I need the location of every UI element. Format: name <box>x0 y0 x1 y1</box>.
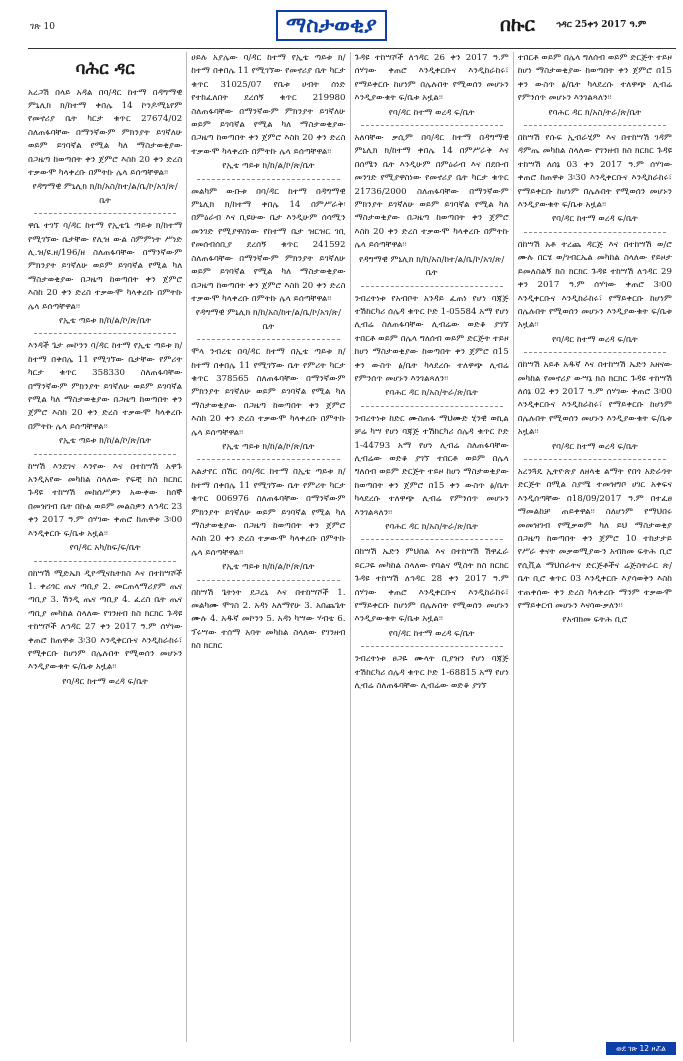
notice-divider <box>524 352 666 353</box>
notice-issuer: የኢቴ ጣይቱ ክ/ከ/ል/ኮ/ጽ/ቤት <box>58 316 152 327</box>
notice-text: ንብረትነቱ ከድር ሙስጠፋ ማህሙድ ሂንዊ ወኪል ቻሬ ካሣ የሆነ ባጃጅ ተሽከርካሪ ሰሌዳ ቁጥር ኮድ 1-44793 አማ የሆነ ሊብሬ ስለጠፋባቸው ሊብሬው ወድቆ ያገኘ ተበርቶ ወይም በሌላ ግለሰብ ወይም ድርጅት ተይዞ ከሆነ ማስታወቂያው ከወጣበት ቀን ጀምሮ በ15 ቀን ውስጥ ፅ/ቤት ካላደረሱ ተለዋጭ ሊብሬ የምንሰጥ መሆኑን እንገልጻለን፡፡ <box>354 413 509 518</box>
notice-issuer: የኢቴ ጣይቱ ክ/ከ/ል/ኮ/ጽ/ቤት <box>222 441 315 452</box>
notice-text: እንዳች ጌታ መኮንን ባ/ዳር ከተማ የኢቴ ጣይቱ ክ/ከተማ በቀበሌ 11 የሚገኘው ቤታቸው የምሪት ካርታ ቁጥር 358330 ስለጠፋባቸው በማንኛውም ምክንያት ይገኛለሁ ወይም ይገባኛል የሚል ካለ ማስታወቂያው በጋዜጣ ከወጣበት ቀን ጀምሮ እስከ 20 ቀን ድረስ ተቃውሞ ካላቀረቡ በምትኩ ሌላ ይሰጣቸዋል፡፡ <box>28 341 183 432</box>
notice-text: በከሣሽ የሱፍ ኢብራሂም እና በተከሣሽ ገዳም ዳምጤ መካከል ስላለው የገንዘብ ክስ ክርክር ጉዳዩ ተከሣሽ ለሰኔ 03 ቀን 2017 ዓ.ም ሰሃገው ቀጠሮ ከጠዋቱ 3፡30 እንዲቀርቡና እንዲከራከሩ፣ የማይቀርቡ ከሆነም በሌሉበት የሚወሰን መሆኑን እንዲያውቁት ፍ/ቤቱ አዟል፡፡ <box>517 133 672 211</box>
notice-issuer: የባ/ዳር ከተማ ወረዳ ፍ/ቤት <box>388 628 475 639</box>
notice-issuer: የባ/ዳር ከተማ ወረዳ ፍ/ቤት <box>551 214 638 225</box>
notice-divider <box>34 454 176 455</box>
notice-issuer: የኢቴ ጣይቱ ክ/ከ/ል/ኮ/ጽ/ቤት <box>222 562 315 573</box>
notice-divider <box>197 459 339 460</box>
header-rule <box>28 48 676 49</box>
notice-text: ንብረትነቱ ፀጋዬ ሙላት ቢያዝን የሆነ ባጃጅ ተሽከርካሪ ሰሌዳ ቁጥር ኮድ 1-68815 አማ የሆነ ሊብሬ ስለጠፋባቸው ሊብሬው ወድቆ ያገኘ <box>354 654 509 692</box>
notice-text: አረንጓዴ ኢትዮጵያ ለዘላቂ ልማት የበጎ አድራጎት ድርጅት በሚል ስያሜ ተመዝግቦ ሀገር አቀፍና እንዲሰጣቸው በ18/09/2017 ዓ.ም በተፈፀ ማመልከቻ ጠይቀዋል፡፡ ስለሆነም የማህበሩ መመዝገብ የሚቃወም ካለ ይህ ማስታወቂያ በጋዜጣ ከወጣበት ቀን ጀምሮ 10 ተከታታይ የሥራ ቀናት መቃወሚያውን አብክመ ፍትሕ ቢሮ የሲቪል ማህበራትና ድርጅቶችና ሬጅስትራር ጽ/ቤት ቢሮ ቁጥር 03 እንዲቀርቡ እያሳወቅን እስከ ተጠቀሰው ቀን ድረስ ካላቀረቡ ማንም ተቃውሞ የማይቀርብ መሆኑን እናሳውቃለን፡፡ <box>517 466 672 612</box>
notice-divider <box>34 213 176 214</box>
notice-text: ከሣሽ እንደገና እንየው እና በተከሣሽ አዋጉ አንዲአየው መካከል ስላለው የፍቺ ክስ ክርክር ጉዳዩ ተከሣሽ መከሰሥዎን አውቀው ከሰኞ በመዝገብ ቤት በኩል ወይም መልስዎን ለኅዳር 23 ቀን 2017 ዓ.ም ሰሃገው ቀጠሮ ከጠዋቱ 3፡00 እንዲቀርቡ ፍ/ቤቱ አዟል፡፡ <box>28 461 183 539</box>
notice-text: መልካም ውቡቱ በባ/ዳር ከተማ በዳግማዊ ምኒሊክ ክ/ከተማ ቀበሌ 14 በምሥራቅ፡ በምዕራብ እና ቢዩሁው ቤታ እንዲሁም ሰሳሚን መንገድ የሚያዋስነው የከተማ ቤታ ዝርዝር ገቢ የመሰብሰቢያ ደረሰኝ ቁጥር 241592 ስለጠፋባቸው በማንኛውም ምክንያት ይገኛለሁ ወይም ይገባኛል የሚል ካለ ማስታወቂያው በጋዜጣ ከወጣበት ቀን ጀምሮ እስከ 20 ቀን ድረስ ተቃውሞ ካላቀረቡ በምትኩ ሌላ ይሰጣቸዋል፡፡ <box>191 186 346 304</box>
notice-issuer: የባሕር ዳር ክ/አስ/ትራ/ጽ/ቤት <box>385 522 479 532</box>
notice-divider <box>524 125 666 126</box>
notice-divider <box>197 339 339 340</box>
notice-issuer: የባ/ዳር ከተማ ወረዳ ፍ/ቤት <box>551 441 638 452</box>
notice-text: ሞላ ንብረቴ በባ/ዳር ከተማ በኢቴ ጣይቱ ክ/ከተማ በቀበሌ 11 የሚገኘው ቤት የምሪት ካርታ ቁጥር 378565 ስለጠፋባቸው በማንኛውም ምክንያት ይገኛለሁ ወይም ይገባኛል የሚል ካለ ማስታወቂያው በጋዜጣ ከወጣበት ቀን ጀምሮ እስከ 20 ቀን ድረስ ተቃውሞ ካላቀረቡ በምትኩ ሌላ ይሰጣቸዋል፡፡ <box>191 347 346 438</box>
notice-text: አለባቸው ቃሲም በባ/ዳር ከተማ በዳግማዊ ምኒሊክ ክ/ከተማ ቀበሌ 14 በምሥራቅ እና በሰሜን ቤት እንዲሁም በምዕራብ እና በደቡብ መንገድ የሚያዋስነው የመኖሪያ ቤት ካርታ ቁጥር 21736/2000 ስለጠፋባቸው በማንኛውም ምክንያት ይገኛለሁ ወይም ይገባኛል የሚል ካለ ማስታወቂያው በጋዜጣ ከወጣበት ቀን ጀምሮ እስከ 20 ቀን ድረስ ተቃውሞ ካላቀረቡ በምትኩ ሌላ ይሰጣቸዋል፡፡ <box>354 133 509 251</box>
notice-issuer: የኢቴ ጣይቱ ክ/ከ/ል/ኮ/ጽ/ቤት <box>222 161 315 172</box>
notice-divider <box>524 232 666 233</box>
notice-text: ተበርቶ ወይም በሌላ ግለሰብ ወይም ድርጅት ተይዞ ከሆነ ማስታወቂያው ከወጣበት ቀን ጀምሮ በ15 ቀን ውስጥ ፅ/ቤት ካላደረሱ ተለዋጭ ሊብሬ የምንሰጥ መሆኑን እንገልጻለን፡፡ <box>517 53 672 104</box>
notice-text: በከሣሽ አይቶ አዱኛ እና በተከሣሽ ኤድን አዘናው መካከል የመኖሪያ ውሣኔ ክስ ክርክር ጉዳዩ ተከሣሽ ለሰኔ 02 ቀን 2017 ዓ.ም ሰሃገው ቀጠሮ 3፡00 እንዲቀርቡና እንዲከራከሩ፣ የማይቀርቡ ከሆነም በሌሉበት የሚወሰን መሆኑን እንዲያውቁት ፍ/ቤቱ አዟል፡፡ <box>517 360 672 438</box>
notice-issuer: የባ/ዳር ከተማ ወረዳ ፍ/ቤት <box>388 107 475 118</box>
notice-issuer: የዳግማዊ ምኒሊክ ክ/ከ/አስ/ከተ/ል/ቤ/ኮ/አገ/ጽ/ቤት <box>32 182 178 206</box>
notice-text: በከሣሽ አቶ ተረጨ ዳርጅ እና በተከሣሽ ወ/ሮ ሙሉ በርሄ ወ/ገብርኤል መካከል ስላለው የይዞታ ይመለስልኝ ክስ ክርክር ጉዳዩ ተከሣሽ ለኅዳር 29 ቀን 2017 ዓ.ም ሰሃገው ቀጠሮ 3፡00 እንዲቀርቡና እንዲከራከሩ፣ የማይቀርቡ ከሆነም በሌሉበት የሚወሰን መሆኑን እንዲያውቁት ፍ/ቤቱ አዟል፡፡ <box>517 239 672 331</box>
notice-divider <box>197 580 339 581</box>
newspaper-name: በኩር <box>500 14 535 36</box>
notice-divider <box>524 459 666 460</box>
notice-issuer: የኢቴ ጣይቱ ክ/ከ/ል/ኮ/ጽ/ቤት <box>58 436 152 447</box>
notice-issuer: የባሕር ዳር ክ/አስ/ትራ/ጽ/ቤት <box>548 107 642 118</box>
notice-text: ጉዳዩ ተከሣሾች ለኅዳር 26 ቀን 2017 ዓ.ም ሰሃገው ቀጠሮ እንዲቀርቡና እንዲከራከሩ፣ የማይቀርቡ ከሆነም በሌሉበት የሚወሰን መሆኑን እንዲያውቁት ፍ/ቤቱ አዟል፡፡ <box>354 53 509 104</box>
section-title: ባሕር ዳር <box>75 59 135 79</box>
column-1 <box>28 52 187 1042</box>
notice-text: አረጋሽ በላይ አዳል በባ/ዳር ከተማ በዳግማዊ ምኒሊክ ክ/ከተማ ቀበሌ 14 ኮንዶሚኒየም የመኖሪያ ቤት ካርታ ቁጥር 27674/02 ስለጠፋባቸው በማንኛውም ምክንያት ይገኛለሁ ወይም ይገባኛል የሚል ካለ ማስታወቂያው በጋዜጣ ከወጣበት ቀን ጀምሮ እስከ 20 ቀን ድረስ ተቃውሞ ካላቀረቡ በምትኩ ሌላ ይሰጣቸዋል፡፡ <box>28 87 183 178</box>
notice-text: አልታየር በሽር በባ/ዳር ከተማ በኢቴ ጣይቱ ክ/ከተማ በቀበሌ 11 የሚገኘው ቤት የምሪት ካርታ ቁጥር 006976 ስለጠፋባቸው በማንኛውም ምክንያት ይገኛለሁ ወይም ይገባኛል የሚል ካለ ማስታወቂያው በጋዜጣ ከወጣበት ቀን ጀምሮ እስከ 20 ቀን ድረስ ተቃውሞ ካላቀረቡ በምትኩ ሌላ ይሰጣቸዋል፡፡ <box>191 467 346 558</box>
notice-issuer: የባ/ዳር አካ/ከፍ/ፍ/ቤት <box>69 543 141 554</box>
notice-divider <box>34 561 176 562</box>
notice-text: በከሣሽ ኤድን ምህበል እና በተከሣሽ ሽዋፈራ ይርጋዬ መካከል ስላለው የባልና ሚስት ክስ ክርክር ጉዳዩ ተከሣሽ ለኅዳር 28 ቀን 2017 ዓ.ም ሰሃገው ቀጠሮ እንዲቀርቡና እንዲከራከሩ፣ የማይቀርቡ ከሆነም በሌሉበት የሚወሰን መሆኑን እንዲያውቁት ፍ/ቤቱ አዟል፡፡ <box>354 547 509 625</box>
notice-issuer: የዳግማዊ ምኒሊክ ክ/ከ/አስ/ከተ/ል/ቤ/ኮ/አገ/ጽ/ቤት <box>195 308 341 332</box>
notice-divider <box>361 406 503 407</box>
notice-divider <box>361 286 503 287</box>
notice-divider <box>361 125 503 126</box>
notice-divider <box>361 646 503 647</box>
notice-columns <box>28 52 676 1042</box>
notice-issuer: የዳግማዊ ምኒሊክ ክ/ከ/አስ/ከተ/ል/ቤ/ኮ/አገ/ጽ/ቤት <box>359 254 505 279</box>
column-2 <box>191 52 350 1042</box>
notice-text: በከሣሽ ሚድኤክ ዲዮሚናኬትክስ እና በተከሣሾች 1. ቀሪጎር ጤና ጣቢያ 2. መርጠላማሪያም ጤና ጣቢያ 3. ሽንዲ ጤና ጣቢያ 4. ፈረስ ቤት ጤና ጣቢያ መካከል ስላለው የገንዘብ ክስ ክርክር ጉዳዩ ተከሣሾች ለኅዳር 27 ቀን 2017 ዓ.ም ሰሃገው ቀጠሮ ከጠዋቱ 3፡30 እንዲቀርቡና እንዲከራከሩ፣ የሚቀርቡ ከሆነም በሌሉበት የሚወሰን መሆኑን እንዲያውቁት ፍ/ቤቱ አዟል፡፡ <box>28 568 183 673</box>
notice-text: ሀይሉ አያሌው ባ/ዳር ከተማ የኢቴ ጣይቱ ክ/ከተማ በቀበሌ 11 የሚገኘው የመኖሪያ ቤት ካርታ ቁጥር 31025/07 የቤቱ ሀብት ሰነድ የተከፈለበት ደረሰኝ ቁጥር 219980 ስለጠፋባቸው በማንኛውም ምክንያት ይገኛለሁ ወይም ይገባኛል የሚል ካለ ማስታወቂያው በጋዜጣ ከወጣበት ቀን ጀምሮ እስከ 20 ቀን ድረስ ተቃውሞ ካላቀረቡ በምትኩ ሌላ ይሰጣቸዋል፡፡ <box>191 53 346 157</box>
notice-divider <box>34 333 176 334</box>
notice-text: በከሣሽ ጌትነት ደጋረኒ እና በተከሣሾች 1. መልካሙ ሞገስ 2. አዳነ አለማየሁ 3. አበጨጌት ሙሉ 4. አዱኛ መኮንን 5. አዳነ ካሣው ሃብቴ 6. ፕሩሣው ተሰማ አባት መካከል ስላለው የገንዘብ ክስ ክርክር <box>191 587 346 652</box>
page-number: ገጽ 10 <box>30 22 56 32</box>
notice-divider <box>361 539 503 540</box>
notice-divider <box>197 179 339 180</box>
notice-text: ንብረትነቱ የአብቦት አንዳይ ፈጠነ የሆነ ባጃጅ ተሽከርካሪ ሰሌዳ ቁጥር ኮድ 1-05584 አማ የሆነ ሊብሬ ስለጠፋባቸው ሊብሬው ወድቆ ያገኘ ተበርቶ ወይም በሌላ ግለሰብ ወይም ድርጅት ተይዞ ከሆነ ማስታወቂያው ከወጣበት ቀን ጀምሮ በ15 ቀን ውስጥ ፅ/ቤት ካላደረሱ ተለዋጭ ሊብሬ የምንሰጥ መሆኑን እንገልጻለን፡፡ <box>354 293 509 384</box>
column-4 <box>518 52 676 1042</box>
issue-date: ኅዳር 25ቀን 2017 ዓ.ም <box>556 20 647 30</box>
continued-footer: ወደ ገጽ 12 ዞሯል <box>606 1042 676 1055</box>
column-3 <box>355 52 514 1042</box>
notice-issuer: የባሕር ዳር ክ/አስ/ትራ/ጽ/ቤት <box>385 388 479 399</box>
masthead-title: ማስታወቂያ <box>276 10 387 41</box>
notice-issuer: የባ/ዳር ከተማ ወረዳ ፍ/ቤት <box>62 676 148 687</box>
notice-issuer: የባ/ዳር ከተማ ወረዳ ፍ/ቤት <box>551 334 638 345</box>
notice-issuer: የአብክመ ፍትሕ ቢሮ <box>562 615 628 626</box>
page-header <box>28 6 676 46</box>
notice-text: ዋሴ ተገኘ ባ/ዳር ከተማ የኢቴጌ ጣይቱ ክ/ከተማ የሚገኘው ቤታቸው የሊዝ ውል ስምምነት ሥነድ ሊ.ዝ/ዩ.ዘ/196/ዘ ስለጠፋባቸው በማንኛውም ምክንያት ይገኛለሁ ወይም ይገባኛል የሚል ካለ ማስታወቂያው በጋዜጣ ከወጣበት ቀን ጀምሮ እስከ 20 ቀን ድረስ ተቃውሞ ካላቀረቡ በምትኩ ሌላ ይሰጣቸዋል፡፡ <box>28 221 183 312</box>
